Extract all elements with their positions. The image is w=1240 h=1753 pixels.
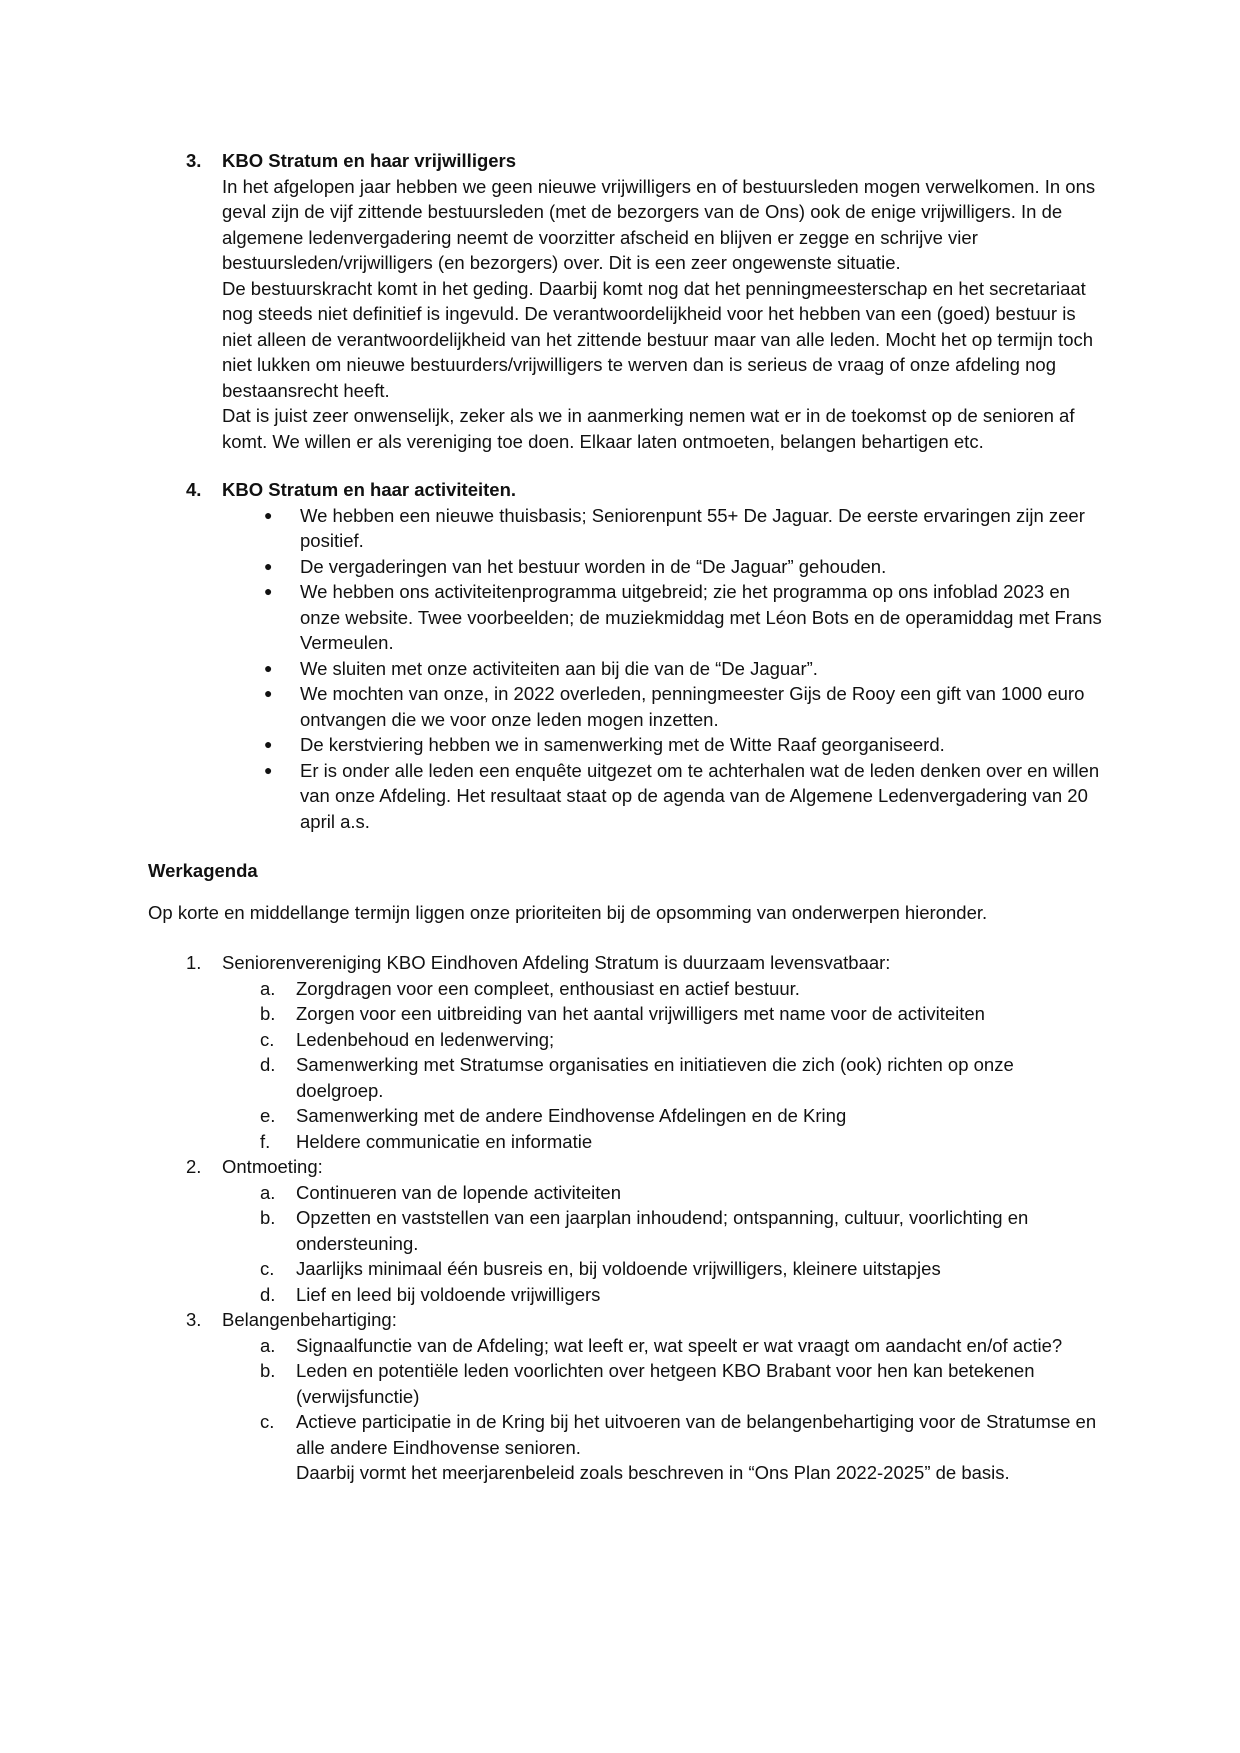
list-item-text: Er is onder alle leden een enquête uitgezet om te achterhalen wat de leden denken over en willen van onze Afdeling. Het resultaat staat op de agenda van de Algemene Ledenvergadering van 20 april a.s. [300,759,1100,832]
list-item-text: De vergaderingen van het bestuur worden in de “De Jaguar” gehouden. [300,555,887,577]
list-item-number: 2. [186,1156,202,1177]
section-number: 3. [186,150,202,171]
list-item-text: De kerstviering hebben we in samenwerking met de Witte Raaf georganiseerd. [300,734,945,755]
list-item-text: We sluiten met onze activiteiten aan bij die van de “De Jaguar”. [300,657,818,679]
list-item-number: 3. [186,1309,202,1330]
sub-item-letter: f. [260,1130,271,1152]
sub-item-letter: d. [260,1283,276,1305]
werkagenda-heading: Werkagenda [148,860,258,881]
sub-list [260,976,1106,1155]
closing-note: Daarbij vormt het meerjarenbeleid zoals beschreven in “Ons Plan 2022-2025” de basis. [296,1462,1010,1483]
list-item [260,554,1106,580]
sub-list-item [260,1333,1106,1359]
sub-list-item [260,1358,1106,1409]
bullet-icon: ● [264,659,273,676]
sub-item-letter: c. [260,1028,275,1050]
section-title [186,148,1106,174]
sub-item-text: Zorgdragen voor een compleet, enthousiast en actief bestuur. [296,977,800,999]
paragraph: De bestuurskracht komt in het geding. Daarbij komt nog dat het penningmeesterschap en het secretariaat nog steeds niet definitief is ingevuld. De verantwoordelijkheid voor het hebben van een (goed) bestuur is niet alleen de verantwoordelijkheid van het zittende bestuur maar van alle leden. Mocht het op termijn toch niet lukken om nieuwe bestuurders/vrijwilligers te werven dan is serieus de vraag of onze afdeling nog bestaansrecht heeft. [222,277,1094,401]
list-item [260,732,1106,758]
sub-item-letter: a. [260,1334,276,1356]
sub-item-text: Continueren van de lopende activiteiten [296,1181,622,1203]
list-item [186,950,1106,976]
sub-item-text: Samenwerking met Stratumse organisaties en initiatieven die zich (ook) richten op onze doelgroep. [296,1054,1014,1101]
section-volunteers [186,148,1106,454]
sub-list-item [260,976,1106,1002]
priority-list [186,950,1106,1486]
sub-list-item [260,1282,1106,1308]
list-item [260,656,1106,682]
sub-item-text: Signaalfunctie van de Afdeling; wat leeft er, wat speelt er wat vraagt om aandacht en/of actie? [296,1334,1063,1356]
list-item-number: 1. [186,952,202,973]
sub-list-item [260,1129,1106,1155]
sub-item-text: Lief en leed bij voldoende vrijwilligers [296,1283,601,1305]
section-activities [186,477,1106,834]
sub-item-letter: a. [260,1181,276,1203]
werkagenda-intro: Op korte en middellange termijn liggen onze prioriteiten bij de opsomming van onderwerpen hieronder. [148,902,988,923]
sub-list-item [260,1001,1106,1027]
section-body [222,174,1106,455]
bullet-icon: ● [264,557,273,574]
sub-list-item [260,1256,1106,1282]
sub-list-item [260,1027,1106,1053]
sub-list-item [260,1103,1106,1129]
sub-item-letter: a. [260,977,276,999]
sub-item-letter: c. [260,1411,275,1432]
sub-item-letter: b. [260,1003,276,1024]
section-number: 4. [186,479,202,500]
list-item-text: Seniorenvereniging KBO Eindhoven Afdeling Stratum is duurzaam levensvatbaar: [222,952,891,973]
list-item [260,681,1106,732]
sub-item-letter: c. [260,1258,275,1279]
bullet-icon: ● [264,736,273,752]
list-item [186,1154,1106,1180]
bullet-list [260,503,1106,835]
sub-item-letter: b. [260,1360,276,1381]
sub-list-item [260,1205,1106,1256]
list-item-text: Belangenbehartiging: [222,1309,397,1330]
list-item [260,758,1106,835]
bullet-icon: ● [264,583,273,599]
list-item [186,1307,1106,1333]
sub-item-text: Zorgen voor een uitbreiding van het aantal vrijwilligers met name voor de activiteiten [296,1003,985,1024]
bullet-icon: ● [264,761,273,778]
list-item [260,579,1106,656]
section-title-text: KBO Stratum en haar activiteiten. [222,479,517,500]
sub-item-text: Leden en potentiële leden voorlichten over hetgeen KBO Brabant voor hen kan betekenen (verwijsfunctie) [296,1360,1035,1407]
sub-list-item [260,1409,1106,1460]
sub-item-text: Actieve participatie in de Kring bij het uitvoeren van de belangenbehartiging voor de Stratumse en alle andere Eindhovense senioren. [296,1411,1097,1458]
section-title-text: KBO Stratum en haar vrijwilligers [222,150,517,171]
paragraph: Dat is juist zeer onwenselijk, zeker als we in aanmerking nemen wat er in de toekomst op de senioren af komt. We willen er als vereniging toe doen. Elkaar laten ontmoeten, belangen behartigen etc. [222,405,1075,452]
sub-list-item [260,1052,1106,1103]
list-item-text: We hebben ons activiteitenprogramma uitgebreid; zie het programma op ons infoblad 2023 en onze website. Twee voorbeelden; de muziekmiddag met Léon Bots en de operamiddag met Frans Vermeulen. [300,581,1102,653]
list-item-text: We hebben een nieuwe thuisbasis; Seniorenpunt 55+ De Jaguar. De eerste ervaringen zijn zeer positief. [300,504,1085,551]
sub-item-text: Opzetten en vaststellen van een jaarplan inhoudend; ontspanning, cultuur, voorlichting en ondersteuning. [296,1207,1029,1254]
section-title [186,477,1106,503]
bullet-icon: ● [264,685,273,701]
bullet-icon: ● [264,506,273,523]
sub-item-text: Samenwerking met de andere Eindhovense Afdelingen en de Kring [296,1105,847,1126]
sub-item-text: Jaarlijks minimaal één busreis en, bij voldoende vrijwilligers, kleinere uitstapjes [296,1258,941,1279]
list-item-text: We mochten van onze, in 2022 overleden, penningmeester Gijs de Rooy een gift van 1000 euro ontvangen die we voor onze leden mogen inzetten. [300,683,1085,730]
list-item [260,503,1106,554]
sub-item-letter: d. [260,1054,276,1075]
sub-list [260,1180,1106,1308]
sub-list [260,1333,1106,1486]
paragraph: In het afgelopen jaar hebben we geen nieuwe vrijwilligers en of bestuursleden mogen verwelkomen. In ons geval zijn de vijf zittende bestuursleden (met de bezorgers van de Ons) ook de enige vrijwilligers. In de algemene ledenvergadering neemt de voorzitter afscheid en blijven er zegge en schrijve vier bestuursleden/vrijwilligers (en bezorgers) over. Dit is een zeer ongewenste situatie. [222,175,1096,273]
sub-item-letter: b. [260,1207,276,1228]
list-item-text: Ontmoeting: [222,1156,323,1177]
sub-item-text: Ledenbehoud en ledenwerving; [296,1028,555,1050]
sub-item-letter: e. [260,1105,276,1126]
sub-item-text: Heldere communicatie en informatie [296,1130,593,1152]
sub-list-item [260,1180,1106,1206]
